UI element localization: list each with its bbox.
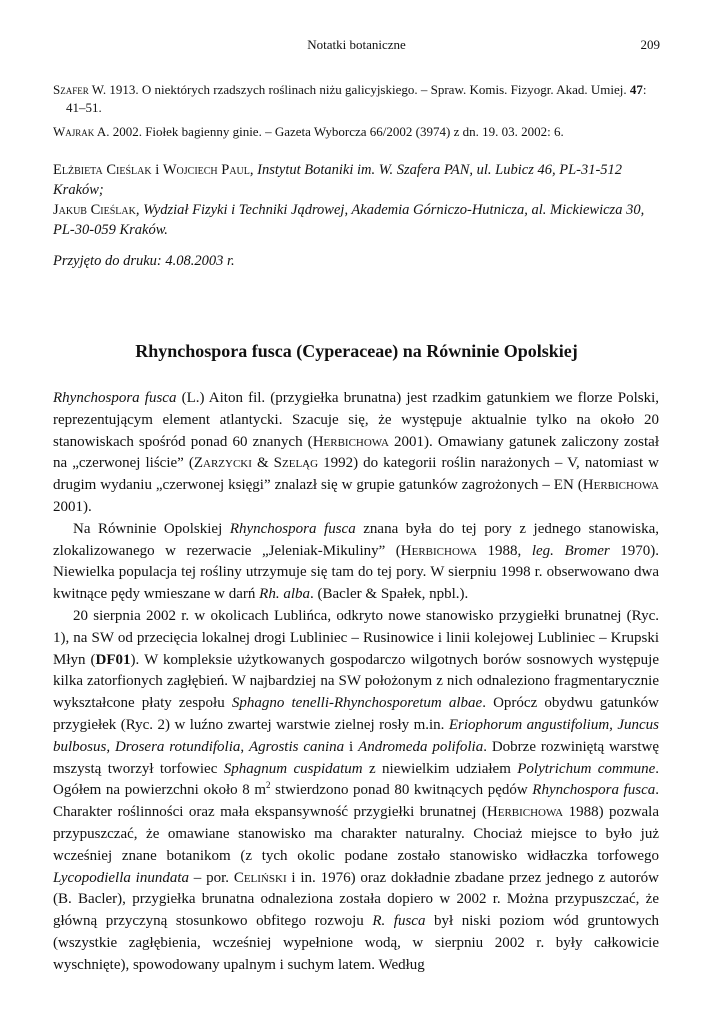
text-run: . Oprócz obydwu gatunków przygiełek (Ryc. 2) w luźno zwartej warstwie zielnej rosły m.in. [53, 695, 659, 733]
citation-author: Zarzycki [193, 455, 252, 472]
text-run: & [251, 455, 274, 472]
affiliation-2 [53, 200, 659, 240]
author-name: Elżbieta Cieślak [53, 162, 152, 178]
text-run: (L.) Aiton fil. (przygiełka brunatna) jest rzadkim gatunkiem we florze Polski, reprezentującym element atlantycki. Szacuje się, że występuje aktualnie tylko na około 20 stanowiskach spośród ponad 60 znanych ( [53, 390, 659, 450]
text-run: 1988) pozwala przypuszczać, że omawiane stanowisko ma charakter naturalny. Chociaż miejsce to było już wcześniej znane botanikom (z tych okolic podane zostało stanowisko widłaczka torfowego [53, 804, 660, 864]
institution: , Instytut Botaniki im. W. Szafera PAN, ul. Lubicz 46, PL-31-512 Kraków; [53, 162, 623, 198]
institution: , Wydział Fizyki i Techniki Jądrowej, Akademia Górniczo-Hutnicza, al. Mickiewicza 30, PL-30-059 Kraków. [53, 202, 645, 238]
citation-author: Herbichowa [582, 477, 659, 494]
text-run: 20 sierpnia 2002 r. w okolicach Lublińca, odkryto nowe stanowisko przygiełki brunatnej (Ryc. 1), na SW od przecięcia lokalnej drogi Lubliniec – Rusinowice i linii kolejowej Lubliniec – Krupski Młyn ( [53, 607, 659, 668]
species-name: Rhynchospora fusca [532, 782, 656, 799]
association-name: Sphagno tenelli-Rhynchosporetum albae [231, 695, 483, 712]
paragraph-3 [53, 606, 659, 977]
species-name: Eriophorum angustifolium, Juncus bulbosus, Drosera rotundifolia [53, 716, 660, 755]
author-name: Wojciech Paul [162, 162, 250, 178]
citation-author: Herbichowa [312, 433, 389, 450]
species-name: Rhynchospora fusca [53, 390, 177, 406]
reference-item [53, 81, 659, 117]
species-name: Rh. alba [259, 586, 311, 603]
text-run: . Dobrze rozwiniętą warstwę mszystą tworzył torfowiec [53, 738, 659, 777]
species-name: Lycopodiella inundata [53, 869, 190, 886]
citation-author: Celiński [233, 869, 287, 886]
running-header [0, 37, 713, 55]
text-run: i in. 1976) oraz dokładnie zbadane przez jednego z autorów (B. Bacler), przygiełka brunatna odnaleziona została dopiero w 2002 r. Można przypuszczać, że główną przyczyną stosunkowo obfitego rozwoju [53, 869, 660, 930]
article-body [53, 388, 659, 977]
reference-text: A. 2002. Fiołek bagienny ginie. – Gazeta Wyborcza 66/2002 (3974) z dn. 19. 03. 2002: 6. [94, 124, 564, 139]
species-name: Sphagnum cuspidatum [223, 760, 363, 777]
author-affiliations [53, 160, 659, 240]
species-name: Polytrichum commune [517, 760, 656, 777]
text-run: ). W kompleksie użytkowanych gospodarczo wilgotnych borów sosnowych występuje kilka zatorfionych zagłębień. W najbardziej na SW położonym z nich odnaleziono fragmentarycznie wykształcone płaty zespołu [53, 651, 659, 712]
text-run: z niewielkim udziałem [362, 760, 518, 777]
citation-author: Herbichowa [486, 804, 564, 821]
reference-pages: : 41–51. [66, 82, 647, 115]
running-title: Notatki botaniczne [307, 37, 406, 52]
citation-author: Herbichowa [400, 542, 478, 559]
species-name: Agrostis canina [249, 738, 345, 755]
text-run: . Ogółem na powierzchni około 8 m [53, 760, 660, 799]
collector: leg. Bromer [531, 542, 610, 559]
paragraph-1 [53, 388, 659, 519]
reference-author: Szafer [53, 82, 89, 97]
text-run: . Charakter roślinności oraz mała ekspansywność przygiełki brunatnej ( [53, 782, 659, 821]
text-run: 1992) do kategorii roślin narażonych – V, natomiast w drugim wydaniu „czerwonej księgi” znalazł się w grupie gatunków zagrożonych – EN ( [53, 455, 660, 494]
author-name: Jakub Cieślak [53, 202, 136, 218]
text-run: . (Bacler & Spałek, npbl.). [310, 586, 469, 603]
reference-volume: 47 [629, 82, 643, 97]
grid-square-code: DF01 [95, 651, 131, 668]
text-run: i [344, 738, 359, 755]
paragraph-2 [53, 519, 659, 606]
article-title: Rhynchospora fusca (Cyperaceae) na Równinie Opolskiej [135, 341, 578, 361]
author-conjunction: i [151, 162, 163, 178]
text-run: 2001). [53, 498, 92, 515]
text-run: , [240, 738, 250, 755]
species-name: Rhynchospora fusca [229, 520, 356, 537]
references [53, 81, 659, 147]
reference-author: Wajrak [53, 124, 95, 139]
reference-item [53, 123, 659, 141]
affiliation-1 [53, 160, 659, 200]
text-run: 1970). Niewielka populacja tej rośliny utrzymuje się tam do tej pory. W sierpniu 1998 r. obserwowano dwa kwitnące pędy wmieszane w darń [53, 542, 659, 603]
species-name: R. fusca [372, 913, 426, 930]
reference-text: W. 1913. O niektórych rzadszych roślinach niżu galicyjskiego. – Spraw. Komis. Fizyogr. Akad. Umiej. [88, 82, 630, 97]
page-number: 209 [640, 37, 660, 52]
superscript: 2 [266, 780, 271, 791]
text-run: Na Równinie Opolskiej [73, 520, 230, 537]
species-name: Andromeda polifolia [358, 738, 484, 755]
text-run: stwierdzono ponad 80 kwitnących pędów [270, 782, 533, 799]
text-run: – por. [189, 869, 234, 886]
text-run: 1988, [477, 542, 532, 559]
text-run: 2001). Omawiany gatunek zaliczony został na „czerwonej liście” ( [53, 433, 659, 472]
text-run: znana była do tej pory z jednego stanowiska, zlokalizowanego w rezerwacie „Jeleniak-Mikuliny” ( [53, 520, 659, 559]
citation-author: Szeląg [273, 455, 319, 472]
accepted-date: Przyjęto do druku: 4.08.2003 r. [53, 253, 235, 269]
text-run: był niski poziom wód gruntowych (wszystkie zagłębienia, wcześniej wypełnione wodą, w sierpniu 2002 r. były całkowicie wyschnięte), spowodowany upalnym i suchym latem. Według [53, 913, 659, 973]
